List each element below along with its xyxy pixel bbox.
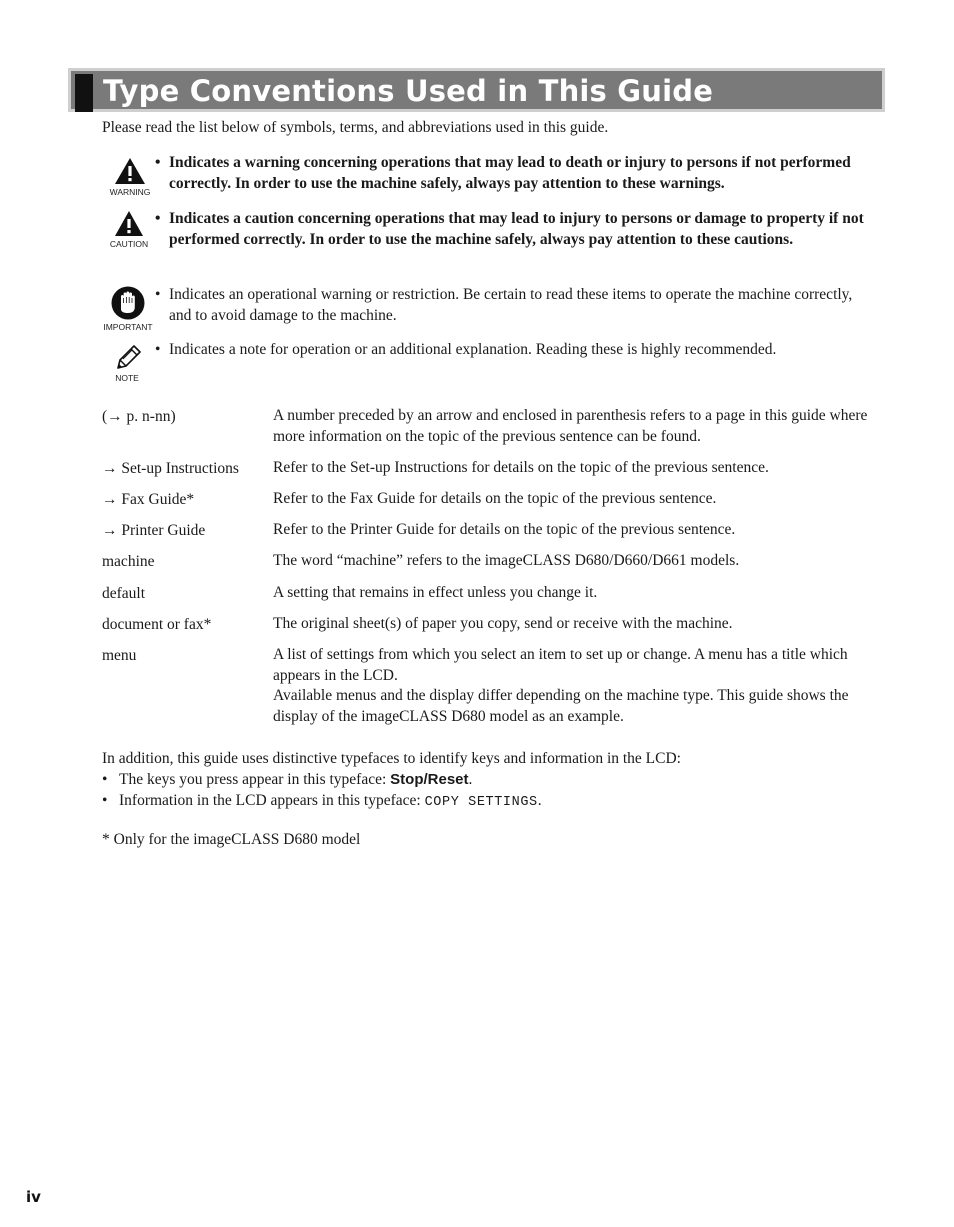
note-pencil-icon [110, 342, 144, 372]
note-text: Indicates a note for operation or an additional explanation. Reading these is highly recommended. [169, 341, 777, 358]
title-marker-block [75, 74, 93, 112]
definition-default [273, 583, 893, 604]
keys-typeface-item [102, 769, 882, 790]
definition-paragraph: A list of settings from which you select an item to set up or change. A menu has a title which appears in the LCD. [273, 646, 848, 684]
term-machine: machine [102, 553, 155, 570]
page-title: Type Conventions Used in This Guide [103, 74, 714, 108]
definition-paragraph: A setting that remains in effect unless you change it. [273, 584, 598, 601]
important-symbol [102, 285, 154, 332]
lcd-typeface-prefix: Information in the LCD appears in this typeface: [119, 792, 425, 809]
bullet: • [102, 771, 108, 788]
footnote: * Only for the imageCLASS D680 model [102, 831, 361, 848]
note-caption: NOTE [115, 373, 139, 383]
typeface-conventions [102, 748, 882, 813]
term-page-reference: (→ p. n-nn) [102, 408, 176, 425]
bullet: • [155, 210, 161, 227]
keys-typeface-prefix: The keys you press appear in this typeface: [119, 771, 391, 788]
term-menu: menu [102, 647, 137, 664]
definition-paragraph: The original sheet(s) of paper you copy, send or receive with the machine. [273, 615, 733, 632]
term-fax-guide: → Fax Guide* [102, 491, 195, 508]
definition-paragraph: The word “machine” refers to the imageCLASS D680/D660/D661 models. [273, 552, 740, 569]
lcd-typeface-suffix: . [537, 792, 542, 809]
definition-paragraph: A number preceded by an arrow and enclosed in parenthesis refers to a page in this guide where more information on the topic of the previous sentence can be found. [273, 407, 868, 445]
caution-icon [112, 210, 146, 238]
warning-icon [113, 156, 147, 186]
warning-text: Indicates a warning concerning operations that may lead to death or injury to persons if not performed correctly. In order to use the machine safely, always pay attention to these warnings. [169, 154, 851, 192]
bullet: • [155, 154, 161, 171]
definition-menu [273, 645, 893, 727]
term-setup-instructions: → Set-up Instructions [102, 460, 239, 477]
important-text: Indicates an operational warning or restriction. Be certain to read these items to operate the machine correctly, and to avoid damage to the machine. [169, 286, 853, 324]
definition-fax-guide [273, 489, 893, 510]
definition-machine [273, 551, 893, 572]
term-default: default [102, 585, 146, 602]
caution-description [155, 208, 870, 250]
note-description [155, 339, 870, 360]
lcd-typeface-example: COPY SETTINGS [424, 795, 538, 810]
term-printer-guide: → Printer Guide [102, 522, 206, 539]
definition-page-reference [273, 406, 893, 447]
important-description [155, 284, 870, 326]
definition-paragraph: Refer to the Set-up Instructions for details on the topic of the previous sentence. [273, 459, 769, 476]
bullet: • [155, 341, 161, 358]
definition-paragraph: Refer to the Fax Guide for details on the topic of the previous sentence. [273, 490, 717, 507]
definition-paragraph: Available menus and the display differ depending on the machine type. This guide shows the display of the imageCLASS D680 model as an example. [273, 687, 849, 725]
definition-document-or-fax [273, 614, 893, 635]
section-title-bar [68, 68, 885, 112]
caution-text: Indicates a caution concerning operations that may lead to injury to persons or damage to property if not performed correctly. In order to use the machine safely, always pay attention to these cautions. [169, 210, 864, 248]
lcd-typeface-item [102, 790, 882, 813]
intro-text: Please read the list below of symbols, terms, and abbreviations used in this guide. [102, 119, 609, 136]
caution-symbol [103, 210, 155, 249]
important-caption: IMPORTANT [103, 322, 153, 332]
keys-typeface-suffix: . [468, 771, 473, 788]
warning-description [155, 152, 870, 194]
definition-printer-guide [273, 520, 893, 541]
warning-caption: WARNING [109, 187, 151, 197]
definition-paragraph: Refer to the Printer Guide for details on the topic of the previous sentence. [273, 521, 736, 538]
typeface-lead: In addition, this guide uses distinctive typefaces to identify keys and information in the LCD: [102, 750, 681, 767]
note-symbol [101, 342, 153, 383]
important-hand-icon [110, 285, 146, 321]
warning-symbol [104, 156, 156, 197]
bullet: • [102, 792, 108, 809]
bullet: • [155, 286, 161, 303]
key-typeface-example: Stop/Reset [390, 771, 469, 788]
term-document-or-fax: document or fax* [102, 616, 212, 633]
definition-setup-instructions [273, 458, 893, 479]
page-number: iv [26, 1188, 41, 1206]
caution-caption: CAUTION [109, 239, 149, 249]
